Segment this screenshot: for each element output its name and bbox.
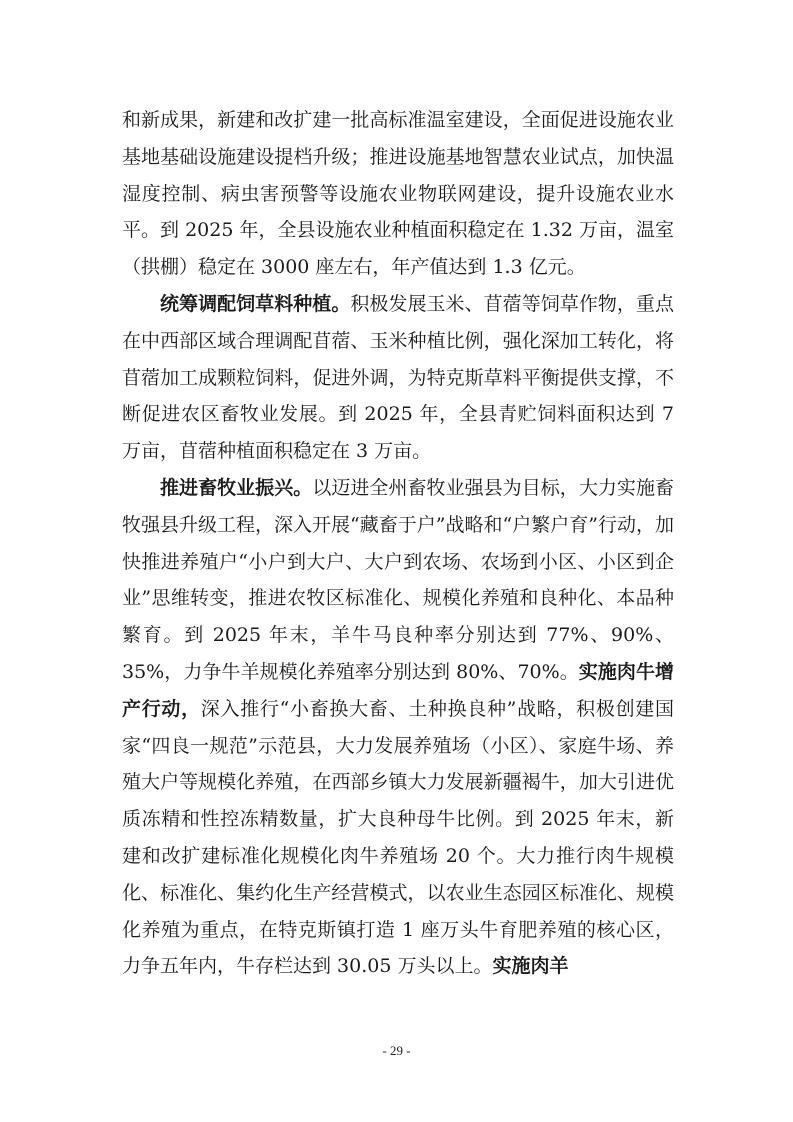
section-heading-livestock: 推进畜牧业振兴。 xyxy=(160,476,313,499)
paragraph-text: 以迈进全州畜牧业强县为目标，大力实施畜牧强县升级工程，深入开展“藏畜于户”战略和“户繁户育”行动，加快推进养殖户“小户到大户、大户到农场、农场到小区、小区到企业”思维转变，推进农牧区标准化、规模化养殖和良种化、本品种繁育。到 2025 年末，羊牛马良种率分别达到 77%、90%、35%，力争牛羊规模化养殖率分别达到 80%、70%。 xyxy=(122,476,674,683)
paragraph-facility-agriculture xyxy=(122,102,674,286)
page-number: - 29 - xyxy=(382,1043,411,1058)
paragraph-livestock-revitalization xyxy=(122,470,674,985)
body-text xyxy=(122,102,674,985)
paragraph-forage-planting xyxy=(122,286,674,470)
section-heading-forage: 统筹调配饲草料种植。 xyxy=(160,292,351,315)
paragraph-text: 积极发展玉米、苜蓿等饲草作物，重点在中西部区域合理调配苜蓿、玉米种植比例，强化深加工转化，将苜蓿加工成颗粒饲料，促进外调，为特克斯草料平衡提供支撑，不断促进农区畜牧业发展。到 2025 年，全县青贮饲料面积达到 7 万亩，苜蓿种植面积稳定在 3 万亩。 xyxy=(122,292,674,463)
section-heading-mutton-sheep: 实施肉羊 xyxy=(492,955,569,978)
paragraph-text: 深入推行“小畜换大畜、土种换良种”战略，积极创建国家“四良一规范”示范县，大力发展养殖场（小区）、家庭牛场、养殖大户等规模化养殖，在西部乡镇大力发展新疆褐牛，加大引进优质冻精和性控冻精数量，扩大良种母牛比例。到 2025 年末，新建和改扩建标准化规模化肉牛养殖场 20 个。大力推行肉牛规模化、标准化、集约化生产经营模式，以农业生态园区标准化、规模化养殖为重点，在特克斯镇打造 1 座万头牛育肥养殖的核心区，力争五年内，牛存栏达到 30.05 万头以上。 xyxy=(122,697,674,978)
section-heading-beef-cattle: 实施肉牛增产行动， xyxy=(122,660,674,720)
paragraph-text: 和新成果，新建和改扩建一批高标准温室建设，全面促进设施农业基地基础设施建设提档升级；推进设施基地智慧农业试点，加快温湿度控制、病虫害预警等设施农业物联网建设，提升设施农业水平。到 2025 年，全县设施农业种植面积稳定在 1.32 万亩，温室（拱棚）稳定在 3000 座左右，年产值达到 1.3 亿元。 xyxy=(122,109,674,279)
